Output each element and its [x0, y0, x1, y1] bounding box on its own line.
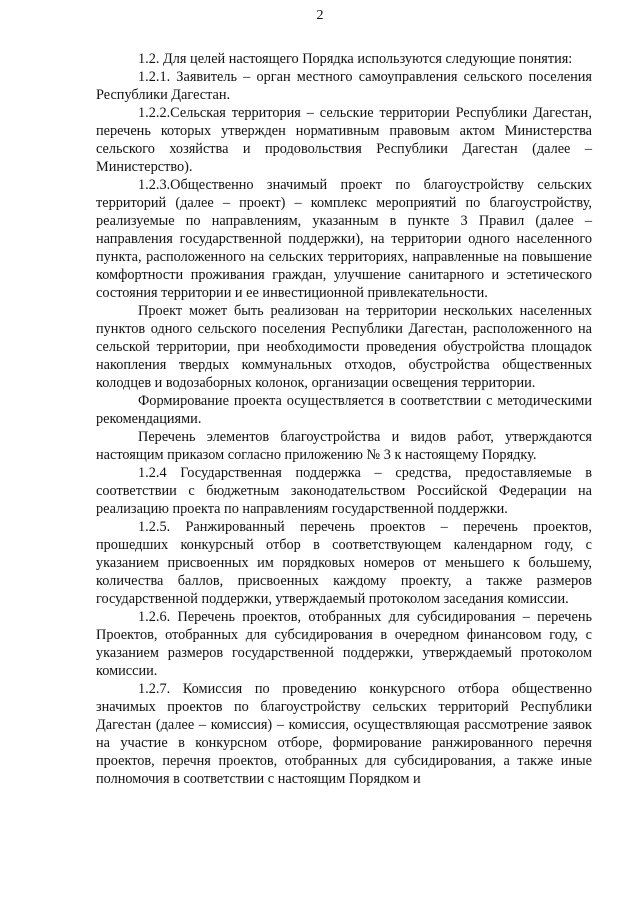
paragraph-1-2-7: 1.2.7. Комиссия по проведению конкурсного отбора общественно значимых проектов по благоустройству сельских территорий Республики Дагестан (далее – комиссия) – комиссия, осуществляющая рассмотрение заявок на участие в конкурсном отборе, формирование ранжированного перечня проектов, перечня проектов, отобранных для субсидирования, а также иные полномочия в соответствии с настоящим Порядком и [96, 681, 592, 787]
page-number: 2 [316, 8, 324, 23]
paragraph-elements-list: Перечень элементов благоустройства и видов работ, утверждаются настоящим приказом согласно приложению № 3 к настоящему Порядку. [96, 429, 592, 463]
paragraph-1-2-5: 1.2.5. Ранжированный перечень проектов – перечень проектов, прошедших конкурсный отбор в соответствующем календарном году, с указанием присвоенных им порядковых номеров от меньшего к большему, количества баллов, присвоенных каждому проекту, а также размеров государственной поддержки, утверждаемый протоколом заседания комиссии. [96, 519, 592, 607]
paragraph-1-2-2: 1.2.2.Сельская территория – сельские территории Республики Дагестан, перечень которых утвержден нормативным правовым актом Министерства сельского хозяйства и продовольствия Республики Дагестан (далее – Министерство). [96, 105, 592, 175]
paragraph-project-formation: Формирование проекта осуществляется в соответствии с методическими рекомендациями. [96, 393, 592, 427]
document-body [96, 50, 592, 788]
paragraph-1-2-1: 1.2.1. Заявитель – орган местного самоуправления сельского поселения Республики Дагестан. [96, 69, 592, 103]
paragraph-1-2-4: 1.2.4 Государственная поддержка – средства, предоставляемые в соответствии с бюджетным законодательством Российской Федерации на реализацию проекта по направлениям государственной поддержки. [96, 465, 592, 517]
paragraph-1-2-6: 1.2.6. Перечень проектов, отобранных для субсидирования – перечень Проектов, отобранных для субсидирования в очередном финансовом году, с указанием размеров государственной поддержки, утверждаемый протоколом комиссии. [96, 609, 592, 679]
paragraph-1-2-3: 1.2.3.Общественно значимый проект по благоустройству сельских территорий (далее – проект) – комплекс мероприятий по благоустройству, реализуемые по направлениям, указанным в пункте 3 Правил (далее – направления государственной поддержки), на территории одного населенного пункта, расположенного на сельских территориях, направленные на повышение комфортности проживания граждан, улучшение санитарного и эстетического состояния территории и ее инвестиционной привлекательности. [96, 177, 592, 301]
paragraph-1-2: 1.2. Для целей настоящего Порядка используются следующие понятия: [138, 51, 573, 67]
paragraph-project-territory: Проект может быть реализован на территории нескольких населенных пунктов одного сельского поселения Республики Дагестан, расположенного на сельской территории, при необходимости проведения обустройства площадок накопления твердых коммунальных отходов, обустройства общественных колодцев и водозаборных колонок, организации освещения территории. [96, 303, 592, 391]
